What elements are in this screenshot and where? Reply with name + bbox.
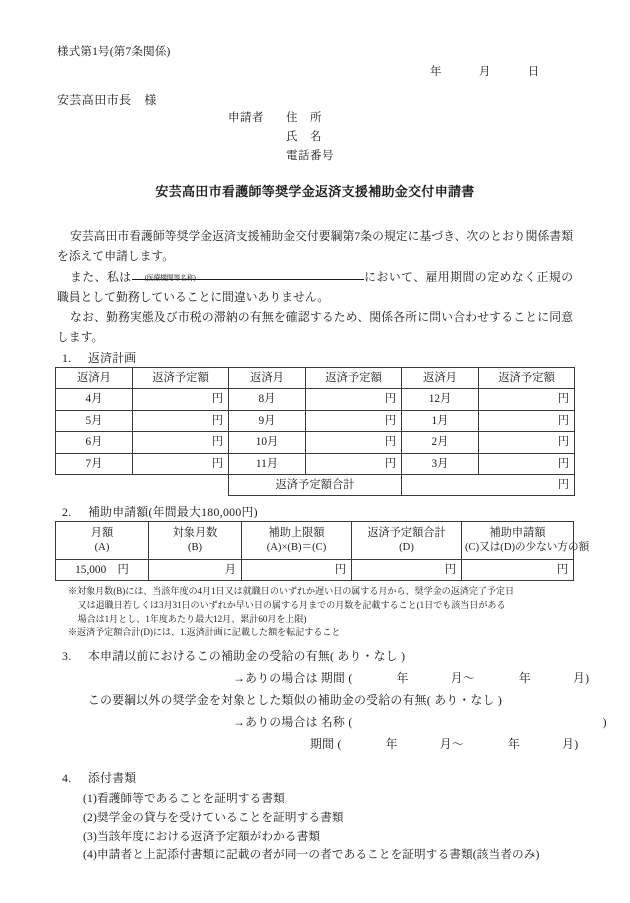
table-row xyxy=(56,432,575,453)
table-value-row xyxy=(56,560,574,581)
table-total-row xyxy=(56,474,575,495)
date-year-label: 年 xyxy=(430,66,442,78)
body-p2-after: において、雇用期間の定めなく正規の職員として勤務していることに間違いありません。 xyxy=(57,269,573,304)
date-day-label: 日 xyxy=(527,66,540,78)
section-1-title: 返済計画 xyxy=(88,351,137,365)
institution-name-field[interactable] xyxy=(132,267,364,280)
list-item: (3)当該年度における返済予定額がわかる書類 xyxy=(83,829,321,843)
value-monthly-amount: 15,000 円 xyxy=(56,560,149,581)
month-cell: 7月 xyxy=(56,453,133,474)
repayment-plan-table xyxy=(55,367,575,496)
list-item: (1)看護師等であることを証明する書類 xyxy=(83,792,285,805)
attachment-list xyxy=(83,790,540,865)
list-item: (4)申請者と上記添付書類に記載の者が同一の者であることを証明する書類(該当者のみ) xyxy=(83,848,540,862)
header-main: 補助上限額 xyxy=(268,526,325,539)
header-sub: (B) xyxy=(187,541,203,553)
period-year-2: 年 xyxy=(518,671,532,685)
amount-cell[interactable]: 円 xyxy=(479,453,575,474)
name-suffix: ) xyxy=(602,715,607,729)
empty-cell xyxy=(133,474,229,495)
value-repayment-total[interactable]: 円 xyxy=(352,560,462,581)
applicant-phone-label: 電話番号 xyxy=(286,150,334,162)
section-3-period-line-1 xyxy=(233,670,589,687)
table-row xyxy=(56,453,575,474)
amount-cell[interactable]: 円 xyxy=(479,410,575,431)
body-paragraph-2 xyxy=(57,267,573,308)
subsidy-amount-table xyxy=(55,521,590,581)
note-line: ※返済予定額合計(D)には、1.返済計画に記載した額を転記すること xyxy=(68,627,341,638)
period-year-2: 年 xyxy=(507,737,521,751)
institution-name-hint: (医療機関等名称) xyxy=(144,273,196,282)
col-header-repayment-total xyxy=(352,522,462,560)
body-p2-before: また、私は xyxy=(69,269,132,284)
header-main: 返済予定額合計 xyxy=(367,526,446,539)
col-header-amount-2: 返済予定額 xyxy=(306,368,402,389)
total-label: 返済予定額合計 xyxy=(229,474,402,495)
section-3-title[interactable]: 本申請以前におけるこの補助金の受給の有無( あり・なし ) xyxy=(88,649,406,663)
header-sub: (D) xyxy=(399,541,414,553)
applicant-address-label: 住 所 xyxy=(286,112,322,124)
period-year-1: 年 xyxy=(396,671,409,685)
header-sub: (C)又は(D)の少ない方の額 xyxy=(465,541,590,553)
note-line: 場合は1月とし、1年度あたり最大12月、累計60月を上限) xyxy=(77,613,307,624)
addressee xyxy=(57,92,157,109)
body-paragraph-3: なお、勤務実態及び市税の滞納の有無を確認するため、関係各所に問い合わせすることに同意します。 xyxy=(57,310,573,345)
total-amount-cell[interactable]: 円 xyxy=(402,474,575,495)
date-line xyxy=(430,64,539,81)
section-3-period-line-2 xyxy=(310,736,578,753)
document-title: 安芸高田市看護師等奨学金返済支援補助金交付申請書 xyxy=(155,184,475,199)
period-month-1: 月～ xyxy=(450,671,475,685)
amount-cell[interactable]: 円 xyxy=(133,432,229,453)
month-cell: 3月 xyxy=(402,453,479,474)
period-prefix: →ありの場合は 期間 ( xyxy=(233,671,353,685)
section-2-title: 補助申請額(年間最大180,000円) xyxy=(88,505,258,519)
name-prefix: →ありの場合は 名称 ( xyxy=(233,715,353,729)
col-header-month-3: 返済月 xyxy=(402,368,479,389)
amount-cell[interactable]: 円 xyxy=(306,389,402,410)
month-cell: 1月 xyxy=(402,410,479,431)
applicant-name-row xyxy=(228,129,334,148)
col-header-month-2: 返済月 xyxy=(229,368,306,389)
applicant-name-label: 氏 名 xyxy=(286,131,322,143)
period-month-1: 月～ xyxy=(439,737,464,751)
col-header-amount-1: 返済予定額 xyxy=(133,368,229,389)
col-header-subsidy-cap xyxy=(242,522,352,560)
section-3-similar-subsidy-line[interactable]: この要綱以外の奨学金を対象とした類似の補助金の受給の有無( あり・なし ) xyxy=(88,693,503,707)
section-4-title: 添付書類 xyxy=(88,771,137,785)
section-4-number: 4. xyxy=(62,771,72,785)
value-target-months[interactable]: 月 xyxy=(149,560,242,581)
header-main: 月額 xyxy=(90,526,114,539)
body-text xyxy=(57,226,573,348)
amount-cell[interactable]: 円 xyxy=(306,453,402,474)
body-paragraph-1: 安芸高田市看護師等奨学金返済支援補助金交付要綱第7条の規定に基づき、次のとおり関係書類を添えて申請します。 xyxy=(57,229,573,264)
section-3-name-line xyxy=(233,714,607,731)
table-header-row xyxy=(56,368,575,389)
col-header-month-1: 返済月 xyxy=(56,368,133,389)
amount-cell[interactable]: 円 xyxy=(133,389,229,410)
month-cell: 10月 xyxy=(229,432,306,453)
section-3-number: 3. xyxy=(62,649,72,663)
section-1-number: 1. xyxy=(62,351,72,365)
month-cell: 4月 xyxy=(56,389,133,410)
note-line: ※対象月数(B)には、当該年度の4月1日又は就職日のいずれか遅い日の属する月から、奨学金の返済完了予定日 xyxy=(68,586,515,596)
form-number: 様式第1号(第7条関係) xyxy=(57,46,171,58)
month-cell: 12月 xyxy=(402,389,479,410)
header-main: 対象月数 xyxy=(172,526,218,539)
amount-cell[interactable]: 円 xyxy=(133,453,229,474)
section-2-number: 2. xyxy=(62,505,72,519)
month-cell: 11月 xyxy=(229,453,306,474)
period-year-1: 年 xyxy=(385,737,398,751)
table-header-row xyxy=(56,522,574,560)
amount-cell[interactable]: 円 xyxy=(306,410,402,431)
month-cell: 6月 xyxy=(56,432,133,453)
applicant-phone-row xyxy=(228,148,334,167)
section-1-heading xyxy=(62,350,136,367)
section-2-heading xyxy=(62,504,258,521)
applicant-block xyxy=(228,110,334,167)
addressee-name: 安芸高田市長 xyxy=(57,93,132,107)
value-application-amount[interactable]: 円 xyxy=(462,560,574,581)
header-main: 補助申請額 xyxy=(489,526,546,539)
value-subsidy-cap[interactable]: 円 xyxy=(242,560,352,581)
col-header-monthly-amount xyxy=(56,522,149,560)
list-item: (2)奨学金の貸与を受けていることを証明する書類 xyxy=(83,810,344,824)
section-2-notes xyxy=(68,585,573,640)
col-header-amount-3: 返済予定額 xyxy=(479,368,575,389)
month-cell: 2月 xyxy=(402,432,479,453)
date-month-label: 月 xyxy=(478,66,491,78)
month-cell: 8月 xyxy=(229,389,306,410)
section-3-heading xyxy=(62,648,405,665)
table-row xyxy=(56,410,575,431)
period-month-2: 月) xyxy=(562,737,579,751)
period-prefix: 期間 ( xyxy=(310,737,342,751)
applicant-label: 申請者 xyxy=(228,112,264,124)
amount-cell[interactable]: 円 xyxy=(479,432,575,453)
applicant-address-row xyxy=(228,110,334,129)
amount-cell[interactable]: 円 xyxy=(133,410,229,431)
table-row xyxy=(56,389,575,410)
col-header-target-months xyxy=(149,522,242,560)
month-cell: 5月 xyxy=(56,410,133,431)
month-cell: 9月 xyxy=(229,410,306,431)
header-sub: (A)×(B)＝(C) xyxy=(266,541,327,553)
period-month-2: 月) xyxy=(573,671,590,685)
col-header-application-amount xyxy=(462,522,590,560)
section-4-heading xyxy=(62,770,136,787)
header-sub: (A) xyxy=(94,541,110,553)
addressee-honorific: 様 xyxy=(144,93,157,107)
amount-cell[interactable]: 円 xyxy=(306,432,402,453)
amount-cell[interactable]: 円 xyxy=(479,389,575,410)
empty-cell xyxy=(56,474,133,495)
note-line: 又は退職日若しくは3月31日のいずれか早い日の属する月までの月数を記載すること(1日でも該当日がある xyxy=(77,599,506,610)
